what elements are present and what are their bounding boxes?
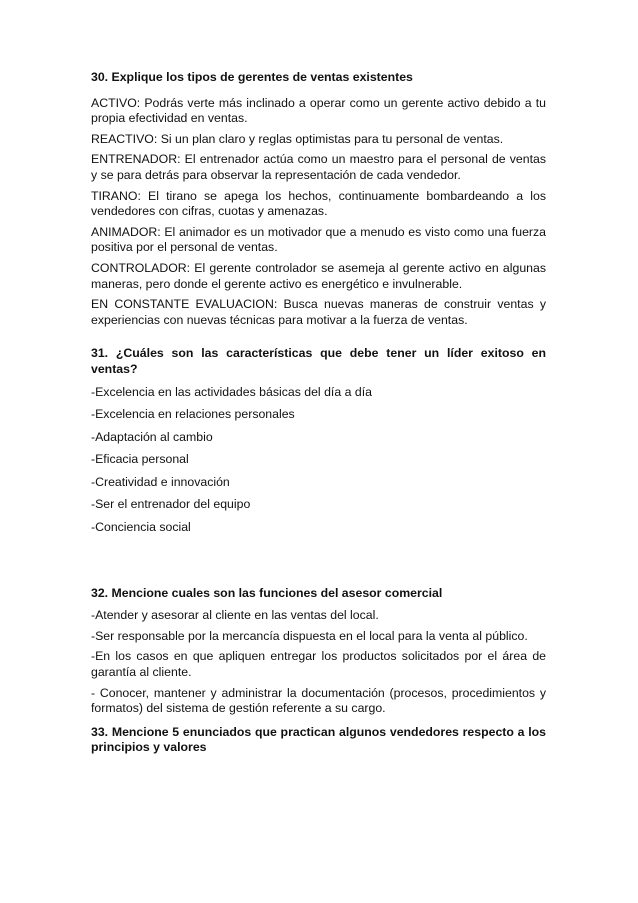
leader-trait-item: -Creatividad e innovación xyxy=(91,474,230,489)
manager-type-entrenador: ENTRENADOR: El entrenador actúa como un maestro para el personal de ventas y se para detrás para observar la representación de cada vendedor. xyxy=(91,152,546,182)
manager-type-reactivo: REACTIVO: Si un plan claro y reglas optimistas para tu personal de ventas. xyxy=(91,131,504,146)
manager-type-controlador: CONTROLADOR: El gerente controlador se asemeja al gerente activo en algunas maneras, pero donde el gerente activo es energético e invulnerable. xyxy=(91,260,546,291)
leader-trait-item: -Ser el entrenador del equipo xyxy=(91,497,251,512)
advisor-function-item: -Ser responsable por la mercancía dispuesta en el local para la venta al público. xyxy=(91,628,528,643)
document-page xyxy=(91,70,546,756)
leader-trait-item: -Adaptación al cambio xyxy=(91,429,213,444)
question-31-heading: 31. ¿Cuáles son las características que debe tener un líder exitoso en ventas? xyxy=(91,346,546,376)
leader-trait-item: -Excelencia en relaciones personales xyxy=(91,407,295,422)
advisor-function-item: -En los casos en que apliquen entregar los productos solicitados por el área de garantía al cliente. xyxy=(91,649,546,680)
question-32-heading: 32. Mencione cuales son las funciones del asesor comercial xyxy=(91,585,443,600)
advisor-function-item: - Conocer, mantener y administrar la documentación (procesos, procedimientos y formatos) del sistema de gestión referente a su cargo. xyxy=(91,685,546,716)
manager-type-tirano: TIRANO: El tirano se apega los hechos, continuamente bombardeando a los vendedores con cifras, cuotas y amenazas. xyxy=(91,188,546,219)
manager-type-evaluacion: EN CONSTANTE EVALUACION: Busca nuevas maneras de construir ventas y experiencias con nuevas técnicas para motivar a la fuerza de ventas. xyxy=(91,297,546,327)
leader-trait-item: -Excelencia en las actividades básicas del día a día xyxy=(91,384,372,399)
manager-type-activo: ACTIVO: Podrás verte más inclinado a operar como un gerente activo debido a tu propia efectividad en ventas. xyxy=(91,95,546,126)
leader-trait-item: -Conciencia social xyxy=(91,520,191,535)
leader-trait-item: -Eficacia personal xyxy=(91,452,189,467)
question-33-heading: 33. Mencione 5 enunciados que practican algunos vendedores respecto a los principios y valores xyxy=(91,724,546,755)
manager-type-animador: ANIMADOR: El animador es un motivador que a menudo es visto como una fuerza positiva por el personal de ventas. xyxy=(91,224,546,255)
advisor-function-item: -Atender y asesorar al cliente en las ventas del local. xyxy=(91,608,379,623)
question-30-heading: 30. Explique los tipos de gerentes de ventas existentes xyxy=(91,70,413,84)
